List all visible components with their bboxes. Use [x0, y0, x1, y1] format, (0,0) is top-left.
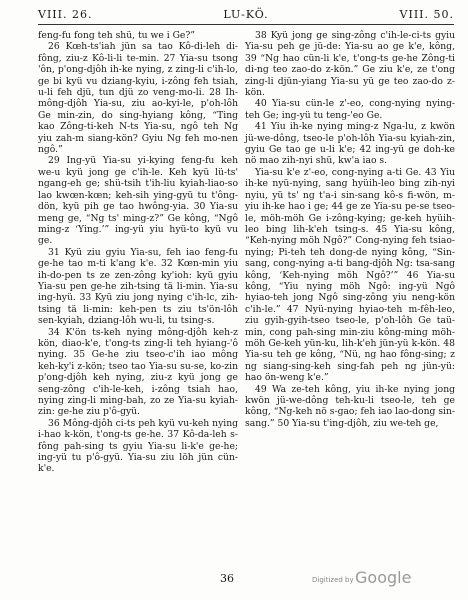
header-chapter-right: VIII. 50.: [399, 8, 454, 21]
verse-paragraph: 34 K'ön ts-keh nying mông-djôh keh-z kön, diao-k'e, t'ong-ts zing-li teh hyiang-'ô nying. 35 Ge-he ziu tseo-c'ih iao mông keh-ky'i z-kön; tseo tao Yia-su su-se, ko-zin p'ong-djôh keh nying, ziu-z kyü jong ge seng-zông c'ih-le-keh, i-zông tsiah hao, nying zing-li ming-bah, zo ze Yia-su kyiah-zin: ge-he ziu p'ô-gyü.: [38, 326, 238, 418]
left-column: [38, 30, 238, 475]
verse-paragraph: 40 Yia-su cün-le z'-eo, cong-nying nying-teh Ge; ing-yü tu teng-'eo Ge.: [245, 98, 455, 121]
header-chapter-left: VIII. 26.: [38, 8, 93, 21]
verse-paragraph: Yia-su k'e z'-eo, cong-nying a-ti Ge. 43 Yiu ih-ke nyü-nying, sang hyüih-leo bing zih-nyi nyiu, yü ts' ng t'a-i sin-sang kô-s fi-wön, m-yiu ih-ke hao i ge; 44 ge ze Yia-su pe-se tseo-le, möh-möh Ge i-zông-kying; ge-keh hyüih-leo bing lih-k'eh tsing-s. 45 Yia-su kông, “Keh-nying möh Ngô?” Cong-nying feh tsiao-nying; Pi-teh teh dong-de nying kông, “Sin-sang, cong-nying a-ti bang-djôh Ng: tsa-sang kông, ‘Keh-nying möh Ngô?’” 46 Yia-su kông, “Yiu nying möh Ngô: ing-yü Ngô hyiao-teh jong Ngô sing-zông yiu neng-kön c'ih-le.” 47 Nyü-nying hyiao-teh m-fêh-leo, ziu gyih-gyih-tseo tseo-le, p'oh-lôh Ge taü-min, cong pah-sing min-ziu kông-ming möh-möh Ge-keh yün-ku, lih-k'eh jün-yü k-kön. 48 Yia-su teh ge kông, “Nü, ng hao fông-sing; z ng siang-sing-keh sing-fah peh ng jün-yü: hao ön-weng k'e.”: [245, 166, 455, 384]
verse-paragraph: 26 Kœh-ts'iah jün sa tao Kô-di-leh di-fông, ziu-z Kô-li-li te-min. 27 Yia-su tsong 'ôn, p'ong-djôh ih-ke nying, z zing-li c'ih-lo, ge bi kyü vu dziang-kyiu, i-zông feh tsiah, u-li feh djü, tun djü zo veng-mo-li. 28 Ih-mông-djôh Yia-su, ziu ao-kyi-le, p'oh-lôh Ge min-zin, do sing-hyiang kông, “Ting kao Zông-ti-keh N-ts Yia-su, ngô teh Ng yiu zah-m siang-kön? Gyiu Ng feh mo-nen ngô.”: [38, 41, 238, 156]
verse-paragraph: 36 Mông-djôh ci-ts peh kyü vu-keh nying i-hao k-kön, t'ong-ts ge-he. 37 Kô-da-leh s-fông pah-sing ts gyiu Yia-su li-k'e ge-he; ing-yü tu p'ô-gyü. Yia-su ziu löh jün cün-k'e.: [38, 417, 238, 475]
verse-paragraph: 49 Wa ze-teh kông, yiu ih-ke nying jong kwön jü-we-dông teh-ku-li tseo-le, teh ge kông, “Ng-keh nö s-gao; feh iao lao-dong sin-sang.” 50 Yia-su t'ing-djôh, ziu we-teh ge,: [245, 383, 455, 429]
digitized-by-label: Digitized by: [312, 576, 354, 584]
verse-paragraph: 38 Kyü jong ge sing-zông c'ih-le-ci-ts gyiu Yia-su peh ge jü-de: Yia-su ao ge k'e, kông, 39 “Ng hao cün-li k'e, t'ong-ts ge-he Zông-ti di-ng teo zao-do z-kön.” Ge ziu k'e, ze t'ong zing-li djün-yiang Yia-su yü ge teo zao-do z-kön.: [245, 30, 455, 99]
google-logo: Google: [355, 568, 412, 587]
header-book-title: LU-KÖ.: [223, 8, 269, 21]
verse-paragraph: 29 Ing-yü Yia-su yi-kying feng-fu keh we-u kyü jong ge c'ih-le. Keh kyü lü-ts' ngang-eh ge; shü-tsih t'ih-liu kyiah-liao-so lao kwœn-kœn; keh-sih ying-gyü tu t'ông-dön, kyü pih ge tao hwông-yia. 30 Yia-su meng ge, “Ng ts' ming-z?” Ge kông, “Ngô ming-z ‘Ying.’” ing-yü yiu hyü-to kyü vu ge.: [38, 155, 238, 247]
right-column: [245, 30, 455, 429]
page-number: 36: [220, 572, 234, 585]
verse-paragraph: feng-fu fong teh shü, tu we i Ge?”: [38, 30, 195, 41]
header-rule: [38, 24, 454, 25]
verse-paragraph: 41 Yiu ih-ke nying ming-z Nga-lu, z kwön jü-we-dông, tseo-le p'oh-lôh Yia-su kyiah-zin, gyiu Ge tao ge u-li k'e; 42 ing-yü ge doh-ke nö mao zih-nyi shü, kw'a iao s.: [245, 121, 455, 167]
page-footer: [0, 568, 468, 592]
verse-paragraph: 31 Kyü ziu gyiu Yia-su, feh iao feng-fu ge-he tao m-ti k'ang k'e. 32 Kœn-min yiu ih-do-pen ts ze zen-zông ky'ioh: kyü gyiu Yia-su pen ge-he zih-tsing tä li-min. Yia-su ing-hyü. 33 Kyü ziu jong nying c'ih-lc, zih-tsing tä li-min: keh-pen ts ziu ts'ön-lôh sen-kyiah, dziang-lôh wu-li, tu tsing-s.: [38, 246, 238, 327]
